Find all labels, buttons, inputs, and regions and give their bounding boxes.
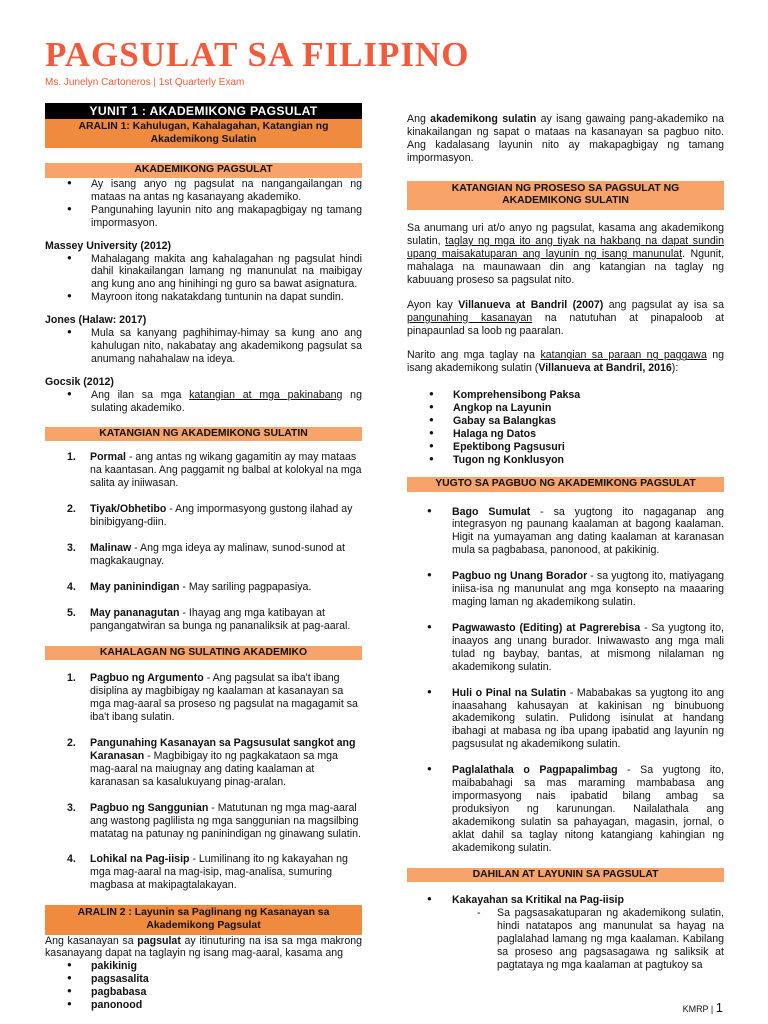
source-massey: Massey University (2012) <box>45 239 172 252</box>
list-item: ● Pangunahing layunin nito ang makapagbigay ng tamang impormasyon. <box>45 204 362 230</box>
list-item: ● Mayroon itong nakatakdang tuntunin na dapat sundin. <box>45 291 362 304</box>
list-item: ● Bago Sumulat - sa yugtong ito nagaganap ang integrasyon ng paunang kaalaman at bagong kaalaman. Higit na yumayaman ang dating kaalaman at karanasan mula sa pagbabasa, panonood, at pakikinig. <box>407 506 724 558</box>
section-kahalagan: KAHALAGAN NG SULATING AKADEMIKO <box>45 646 362 661</box>
right-column <box>407 113 724 972</box>
list-item: 5. May pananagutan - Ihayag ang mga katibayan at pangangatwiran sa bunga ng pananaliksik at pag-aaral. <box>67 606 351 632</box>
section-proseso: KATANGIAN NG PROSESO SA PAGSULAT NG AKADEMIKONG SULATIN <box>407 181 724 210</box>
list-item: 2. Tiyak/Obhetibo - Ang impormasyong gustong ilahad ay binibigyang-diin. <box>67 503 353 529</box>
list-item: ● Halaga ng Datos <box>407 428 724 441</box>
list-item: 4. May paninindigan - May sariling pagpapasiya. <box>67 580 312 593</box>
list-item: ● Pagbuo ng Unang Borador - sa yugtong ito, matiyagang iniisa-isa ng manunulat ang mga konsepto na maaaring maging laman ng akademikong sulatin. <box>407 570 724 609</box>
list-item: ● Pagwawasto (Editing) at Pagrerebisa - Sa yugtong ito, inaayos ang unang burador. Iniwawasto ang mga mali tulad ng baybay, bantas, at mismong nilalaman ng akademikong sulatin. <box>407 622 724 674</box>
proseso-paragraph-1: Sa anumang uri at/o anyo ng pagsulat, kasama ang akademikong sulatin, taglay ng mga ito ang tiyak na hakbang na dapat sundin upang maisakatuparan ang layunin ng isang manunulat. Ngunit, mahalaga na maunawaan din ang katangian na taglay ng kabuuang proseso sa pagsulat nito. <box>407 222 725 286</box>
section-katangian: KATANGIAN NG AKADEMIKONG SULATIN <box>45 427 362 442</box>
makro-list <box>45 960 362 1012</box>
list-item: ● Ang ilan sa mga katangian at mga pakinabang ng sulating akademiko. <box>45 389 362 415</box>
taglay-list <box>407 389 724 467</box>
section-akademikong-pagsulat: AKADEMIKONG PAGSULAT <box>45 163 362 178</box>
list-item: ● Tugon ng Konklusyon <box>407 454 724 467</box>
proseso-paragraph-3: Narito ang mga taglay na katangian sa paraan ng paggawa ng isang akademikong sulatin (Villanueva at Bandril, 2016): <box>407 349 724 375</box>
list-item: ● pagsasalita <box>45 973 362 986</box>
kahalagan-list <box>45 672 362 892</box>
yugto-list <box>407 506 724 855</box>
list-item: ● Paglalathala o Pagpapalimbag - Sa yugtong ito, maibabahagi sa mas maraming mambabasa ang impormasyong nais ipabatid bilang ambag sa produksiyon ng karunungan. Nailalathala ang akademikong sulatin sa pahayagan, magasin, jornal, o aklat dahil sa taglay nitong katangiang kahingian ng akademikong sulatin. <box>407 764 724 854</box>
list-item: ● Mahalagang makita ang kahalagahan ng pagsulat hindi dahil kinakailangan lamang ng manunulat na maibigay ang kung ano ang hinihingi ng guro sa bawat asignatura. <box>45 253 362 292</box>
massey-bullets <box>45 253 362 305</box>
list-item: 2. Pangunahing Kasanayan sa Pagsusulat sangkot ang Karanasan - Magbibigay ito ng pagkakataon sa mga mag-aaral na maiugnay ang dating kaalaman at karanasan sa kasalukuyang pinag-aralan. <box>67 736 356 788</box>
section-dahilan: DAHILAN AT LAYUNIN SA PAGSULAT <box>407 868 724 883</box>
footer-code: KMRP | <box>682 1004 714 1014</box>
akad-bullets <box>45 178 362 230</box>
aralin-2-intro: Ang kasanayan sa pagsulat ay itinuturing na isa sa mga makrong kasanayang dapat na taglayin ng isang mag-aaral, kasama ang <box>45 934 362 960</box>
page-footer <box>683 1000 723 1016</box>
page-number: 1 <box>715 1000 723 1015</box>
list-item: ● Mula sa kanyang paghihimay-himay sa kung ano ang kahulugan nito, nakabatay ang akademikong pagsulat sa anumang nahahalaw na ideya. <box>45 327 362 366</box>
list-item: ● Huli o Pinal na Sulatin - Mababakas sa yugtong ito ang inaasahang kahusayan at kakinisan ng binubuong akademikong sulatin. Pulidong isinulat at handang ibahagi at mabasa ng iba upang ipabatid ang layunin ng pagsusulat ng akademikong sulatin. <box>407 687 724 752</box>
proseso-paragraph-2: Ayon kay Villanueva at Bandril (2007) ang pagsulat ay isa sa pangunahing kasanayan na natutuhan at pinapaloob at pinapaunlad sa loob ng paaralan. <box>407 298 724 337</box>
source-jones: Jones (Halaw: 2017) <box>45 314 147 327</box>
jones-bullets <box>45 327 362 366</box>
list-item: ● pakikinig <box>45 960 362 973</box>
list-item: 3. Malinaw - Ang mga ideya ay malinaw, sunod-sunod at magkakaugnay. <box>67 541 345 567</box>
list-item: ● panonood <box>45 999 362 1012</box>
section-yugto: YUGTO SA PAGBUO NG AKADEMIKONG PAGSULAT <box>407 477 724 492</box>
source-gocsik: Gocsik (2012) <box>45 375 114 388</box>
list-item: ● Ay isang anyo ng pagsulat na nangangailangan ng mataas na antas ng kasanayang akademiko. <box>45 178 362 204</box>
gocsik-bullets <box>45 389 362 415</box>
list-item: 3. Pagbuo ng Sanggunian - Matutunan ng mga mag-aaral ang wastong paglilista ng mga sanggunian na magsilbing matatag na patunay ng paninindigan ng ginawang sulatin. <box>67 801 361 840</box>
list-item: 4. Lohikal na Pag-iisip - Lumilinang ito ng kakayahan ng mga mag-aaral na mag-isip, mag-analisa, sumuring magbasa at makipagtalakayan. <box>67 853 348 892</box>
dahilan-list <box>407 894 724 907</box>
list-item: 1. Pormal - ang antas ng wikang gagamitin ay may mataas na kaantasan. Ang paggamit ng balbal at kolokyal na mga salita ay iniiwasan. <box>67 451 362 490</box>
katangian-list <box>45 451 362 632</box>
list-item: ● Komprehensibong Paksa <box>407 389 724 402</box>
list-item: 1. Pagbuo ng Argumento - Ang pagsulat sa iba't ibang disiplina ay magbibigay ng kaalaman at kasanayan sa mga mag-aaral sa proseso ng pagsulat na magagamit sa iba't ibang sulatin. <box>67 672 358 724</box>
list-item: ● Gabay sa Balangkas <box>407 415 724 428</box>
aralin-1-heading: ARALIN 1: Kahulugan, Kahalagahan, Katangian ng Akademikong Sulatin <box>45 119 362 148</box>
left-column <box>45 103 362 1012</box>
list-item: ● Kakayahan sa Kritikal na Pag-iisip <box>407 894 724 907</box>
document-subtitle: Ms. Junelyn Cartoneros | 1st Quarterly Exam <box>45 77 245 88</box>
document-title: PAGSULAT SA FILIPINO <box>45 35 470 74</box>
unit-title: YUNIT 1 : AKADEMIKONG PAGSULAT <box>45 103 362 119</box>
aralin-2-heading: ARALIN 2 : Layunin sa Paglinang ng Kasanayan sa Akademikong Pagsulat <box>45 905 362 934</box>
list-item: ● pagbabasa <box>45 986 362 999</box>
list-item: ● Angkop na Layunin <box>407 402 724 415</box>
list-item: ● Epektibong Pagsusuri <box>407 441 724 454</box>
dahilan-description: - Sa pagsasakatuparan ng akademikong sulatin, hindi natatapos ang manunulat sa hayag na paglalahad lamang ng mga kaalaman. Kabilang sa proseso ang pagsasagawa ng saliksik at pagtataya ng mga kaalaman at pagtukoy sa <box>407 907 724 972</box>
intro-paragraph: Ang akademikong sulatin ay isang gawaing pang-akademiko na kinakailangan ng sapat o mataas na kasanayan sa pagbuo nito. Ang kadalasang layunin nito ay makapagbigay ng tamang impormasyon. <box>407 113 724 164</box>
